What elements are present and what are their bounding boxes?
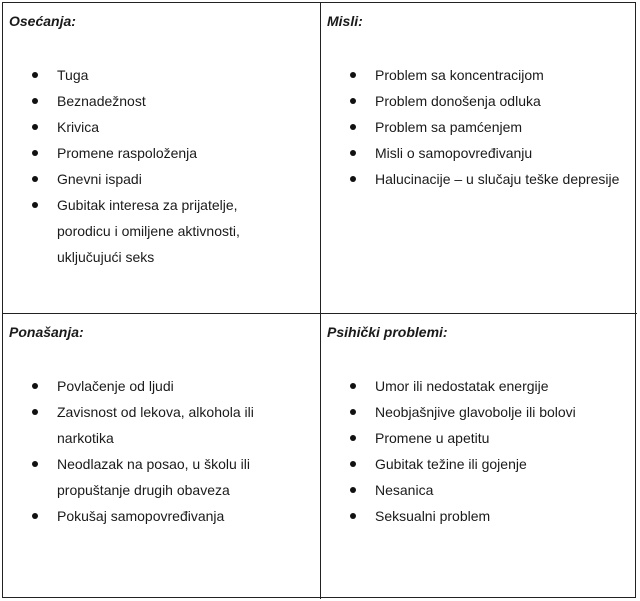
list-item: Krivica bbox=[3, 114, 293, 140]
bullet-icon bbox=[350, 409, 356, 415]
list-psychical-problems bbox=[321, 373, 637, 529]
bullet-icon bbox=[350, 176, 356, 182]
heading-thoughts: Misli: bbox=[327, 13, 363, 29]
bullet-icon bbox=[32, 72, 38, 78]
list-item: Beznadežnost bbox=[3, 88, 293, 114]
bullet-icon bbox=[32, 383, 38, 389]
list-item: Umor ili nedostatak energije bbox=[321, 373, 637, 399]
list-feelings bbox=[3, 62, 293, 270]
list-item: Halucinacije – u slučaju teške depresije bbox=[321, 166, 637, 192]
list-item: Povlačenje od ljudi bbox=[3, 373, 273, 399]
bullet-icon bbox=[32, 202, 38, 208]
list-item: Problem sa koncentracijom bbox=[321, 62, 637, 88]
list-item: Seksualni problem bbox=[321, 503, 637, 529]
bullet-icon bbox=[350, 461, 356, 467]
heading-behaviors: Ponašanja: bbox=[9, 324, 84, 340]
list-item: Problem sa pamćenjem bbox=[321, 114, 637, 140]
list-item: Zavisnost od lekova, alkohola ili narkotika bbox=[3, 399, 273, 451]
list-item: Gnevni ispadi bbox=[3, 166, 293, 192]
heading-psychical-problems: Psihički problemi: bbox=[327, 324, 448, 340]
list-thoughts bbox=[321, 62, 637, 192]
list-behaviors bbox=[3, 373, 273, 529]
bullet-icon bbox=[350, 124, 356, 130]
bullet-icon bbox=[32, 176, 38, 182]
bullet-icon bbox=[350, 150, 356, 156]
list-item: Nesanica bbox=[321, 477, 637, 503]
cell-feelings bbox=[3, 3, 320, 313]
bullet-icon bbox=[32, 150, 38, 156]
heading-feelings: Osećanja: bbox=[9, 13, 76, 29]
symptom-table bbox=[2, 2, 636, 598]
list-item: Problem donošenja odluka bbox=[321, 88, 637, 114]
list-item: Pokušaj samopovređivanja bbox=[3, 503, 273, 529]
bullet-icon bbox=[32, 409, 38, 415]
bullet-icon bbox=[350, 487, 356, 493]
list-item: Promene raspoloženja bbox=[3, 140, 293, 166]
bullet-icon bbox=[32, 98, 38, 104]
bullet-icon bbox=[350, 435, 356, 441]
list-item: Gubitak težine ili gojenje bbox=[321, 451, 637, 477]
bullet-icon bbox=[350, 98, 356, 104]
list-item: Promene u apetitu bbox=[321, 425, 637, 451]
cell-psychical-problems bbox=[320, 313, 637, 599]
cell-thoughts bbox=[320, 3, 637, 313]
list-item: Gubitak interesa za prijatelje, porodicu i omiljene aktivnosti, uključujući seks bbox=[3, 192, 293, 270]
bullet-icon bbox=[32, 124, 38, 130]
cell-behaviors bbox=[3, 313, 320, 599]
bullet-icon bbox=[32, 461, 38, 467]
list-item: Neobjašnjive glavobolje ili bolovi bbox=[321, 399, 637, 425]
bullet-icon bbox=[350, 383, 356, 389]
bullet-icon bbox=[350, 72, 356, 78]
bullet-icon bbox=[32, 513, 38, 519]
list-item: Misli o samopovređivanju bbox=[321, 140, 637, 166]
list-item: Neodlazak na posao, u školu ili propuštanje drugih obaveza bbox=[3, 451, 273, 503]
list-item: Tuga bbox=[3, 62, 293, 88]
bullet-icon bbox=[350, 513, 356, 519]
